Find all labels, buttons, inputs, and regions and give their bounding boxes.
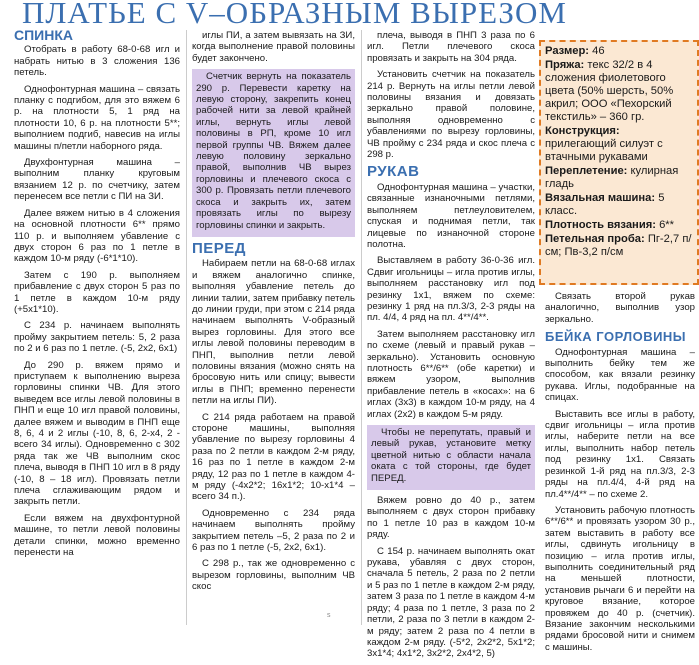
paragraph: Однофонтурная машина – выполнить бейку тем же способом, как вязали резинку рукава. Иглы, подобранные на спицах. [545, 346, 695, 404]
paragraph: Далее вяжем нитью в 4 сложения на основной плотности 6** прямо 110 р. и выполняем убавление с двух сторон 6 раз по 1 петле в каждом 10-м ряду (-6*1*10). [14, 207, 180, 265]
paragraph: Одновременно с 234 ряда начинаем выполнять пройму закрытием петель –5, 2 раза по 2 и 6 раз по 1 петле (-5, 2х2, 6х1). [192, 507, 355, 554]
spec-value: 6** [659, 219, 674, 231]
page-title: ПЛАТЬЕ С V–ОБРАЗНЫМ ВЫРЕЗОМ [22, 0, 567, 30]
spec-label: Плотность вязания: [545, 219, 656, 231]
paragraph: Чтобы не перепутать, правый и левый рукав, установите метку цветной нитью с области начала оката с той стороны, где будет ПЕРЕД. [371, 427, 531, 484]
paragraph: Однофонтурная машина – связать планку с подгибом, для это вяжем 6 р. на плотности 5, 1 ряд на плотности 10, 6 р. на плотности 5**; выполнием подгиб, навесив на иглы машины п/петли наборного ряда. [14, 83, 180, 152]
specs-box [539, 40, 699, 285]
spec-value: Пг-2,7 п/см; Пв-3,2 п/см [545, 233, 692, 258]
paragraph: Затем выполняем расстановку игл по схеме (левый и правый рукав – зеркально). Установить основную плотность 6**/6** (обе каретки) и вяжем узором, выполнив прибавление петель в «косах»: на 6 иглах (3х3) в каждом 10-м ряду, на 4 иглах (2х2) в каждом 5-м ряду. [367, 328, 535, 420]
column-neckband [545, 291, 695, 658]
section-heading-back: СПИНКА [14, 27, 74, 43]
paragraph: Установить рабочую плотность 6**/6** и провязать узором 30 р., затем выставить в работу все иглы, сдвинуть игольницу в позицию – игла против иглы, выполнить соединительный ряд на меньшей плотности, установив рычаги 6 и перейти на круговое вязание, которое провяжем до 40 р. (счетчик). Вязание закончим несколькими рядами бросовой нити и снимем с машины. [545, 504, 695, 653]
highlight-note [367, 425, 535, 490]
section-heading-neckband: БЕЙКА ГОРЛОВИНЫ [545, 329, 687, 345]
spec-label: Переплетение: [545, 165, 628, 177]
paragraph: Установить счетчик на показатель 214 р. Вернуть на иглы петли левой половины вязания и довязать зеркально правой половине, выполняя одновременно с убавлениями по вырезу горловины, ЧВ пройму с 234 ряда и скос плеча с 298 р. [367, 69, 535, 161]
spec-value: прилегающий силуэт с втачными рукавами [545, 138, 663, 163]
paragraph: Выставить все иглы в работу, сдвиг игольницы – игла против иглы, наберите петли на все иглы, выполнить набор петель под резинку 1х1. Связать резинкой 1-й ряд на пл.3/3, 2-3 ряды на пл.4/4, 4-й ряд на пл.4**/4** – по схеме 2. [545, 408, 695, 500]
spec-value: 5 класс. [545, 192, 665, 217]
paragraph: Счетчик вернуть на показатель 290 р. Перевести каретку на левую сторону, закрепить конец рабочей нити за левой крайней иглы, вернуть иглы левой половины в РП, кроме 10 игл первой группы ЧВ. Вяжем далее левую половину зеркально правой, выполнив ЧВ вырез горловины и плечевого скоса с 300 р. Провязать петли плечевого скоса и закрыть их, затем провязать иглы по вырезу горловины спинки и закрыть. [196, 71, 351, 231]
paragraph: Связать второй рукав аналогично, выполнив узор зеркально. [545, 291, 695, 325]
paragraph: иглы ПИ, а затем вывязать на ЗИ, когда выполнение правой половины будет закончено. [192, 30, 355, 64]
column-sleeve [367, 30, 535, 665]
paragraph: Затем с 190 р. выполняем прибавление с двух сторон 5 раз по 1 петле в каждом 10-м ряду (+5х1*10). [14, 269, 180, 315]
section-heading-front: ПЕРЕД [192, 239, 246, 257]
paragraph: С 234 р. начинаем выполнять пройму закрытием петель: 5, 2 раза по 2 и 6 раз по 1 петле. (-5, 2х2, 6х1) [14, 320, 180, 355]
spec-value: текс 32/2 в 4 сложения фиолетового цвета (50% шерсть, 50% акрил; ООО «Пехорский текстиль» – 360 гр. [545, 59, 674, 123]
section-heading-sleeve: РУКАВ [367, 163, 420, 181]
paragraph: Однофонтурная машина – участки, связанные изнаночными петлями, выполняем петлеуловителем, спуская и поднимая петли, так лицевые по изнаночной стороне полотна. [367, 181, 535, 250]
paragraph: До 290 р. вяжем прямо и приступаем к выполнению выреза горловины спинки ЧВ. Для этого выведем все иглы левой половины в ПНП и еще 10 игл правой половины, далее вяжем и выводим в ПНП еще 8, 6, 4 и 2 иглы (-10, 8, 6, 2-х4, 2 - всего 34 иглы). Одновременно с 302 ряда так же ЧВ выполним скос плеча, выводя в ПНП 10 игл в 8 ряду (-10, 8 – 18 игл). Провязать петли плеча сглаживающим рядом и закрыть петли. [14, 359, 180, 508]
column-divider [186, 30, 187, 625]
paragraph: Выставляем в работу 36-0-36 игл. Сдвиг игольницы – игла против иглы, выполняем расстановку игл под резинку 1х1, вяжем по схеме: резинку 1 ряд на пл.3/3, 2-3 ряды на пл. 4/4, 4 ряд на пл. 4**/4**. [367, 255, 535, 324]
paragraph: Отобрать в работу 68-0-68 игл и набрать нитью в 3 сложения 136 петель. [14, 44, 180, 79]
spec-label: Вязальная машина: [545, 192, 656, 204]
column-back [14, 27, 180, 563]
paragraph: Если вяжем на двухфонтурной машине, то петли левой половины детали спинки, можно временно перенести на [14, 512, 180, 559]
spec-label: Петельная проба: [545, 233, 645, 245]
paragraph: С 154 р. начинаем выполнять окат рукава, убавляя с двух сторон, сначала 5 петель, 2 раза по 2 петли и 5 раз по 1 петле в каждом 2-м ряду, затем 3 раза по 1 петле в каждом 4-м ряду; 4 раза по 1 петле, 3 раза по 2 петли, 2 раза по 3 петли в каждом 2-м ряду; затем 2 раза по 4 петли в каждом 2-м ряду. (-5*2, 2х2*2, 5х1*2; 3х1*4; 4х1*2, 3х2*2, 2х4*2, 5) [367, 545, 535, 660]
paragraph: С 214 ряда работаем на правой стороне машины, выполняя убавление по вырезу горловины 4 раза по 2 петли в каждом 2-м ряду, 16 раз по 1 петле в каждом 2-м ряду, 12 раз по 1 петле в каждом 4-м ряду (-4х2*2; 16х1*2; 10-х1*4 – всего 34 п.). [192, 411, 355, 503]
page-marker: s [327, 612, 331, 619]
paragraph: Вяжем ровно до 40 р., затем выполняем с двух сторон прибавку по 1 петле 10 раз в каждом 10-м ряду. [367, 495, 535, 541]
paragraph: С 298 р., так же одновременно с вырезом горловины, выполним ЧВ скос [192, 558, 355, 593]
spec-label: Пряжа: [545, 59, 585, 71]
spec-value: кулирная гладь [545, 165, 679, 190]
paragraph: плеча, выводя в ПНП 3 раза по 6 игл. Петли плечевого скоса провязать и закрыть на 304 ряда. [367, 30, 535, 64]
spec-value: 46 [592, 45, 605, 57]
highlight-note [192, 69, 355, 237]
column-front [192, 30, 355, 598]
paragraph: Двухфонтурная машина – выполним планку круговым вязанием 12 р. по счетчику, затем перенесем все петли с ПИ на ЗИ. [14, 157, 180, 203]
spec-label: Размер: [545, 45, 590, 57]
column-divider [361, 30, 362, 625]
spec-label: Конструкция: [545, 125, 620, 137]
paragraph: Набираем петли на 68-0-68 иглах и вяжем аналогично спинке, выполняя убавление петель до линии талии, затем прибавку петель до линии груди, при этом с 214 ряда начинаем выполнять V-образный вырез горловины. Для этого все иглы левой половины переводим в ПНП, выполнив петли левой половины вязания (можно снять на бросовую нить или спицу; вывести иглы в ПНП; временно перенести петли на иглы ПИ). [192, 258, 355, 407]
